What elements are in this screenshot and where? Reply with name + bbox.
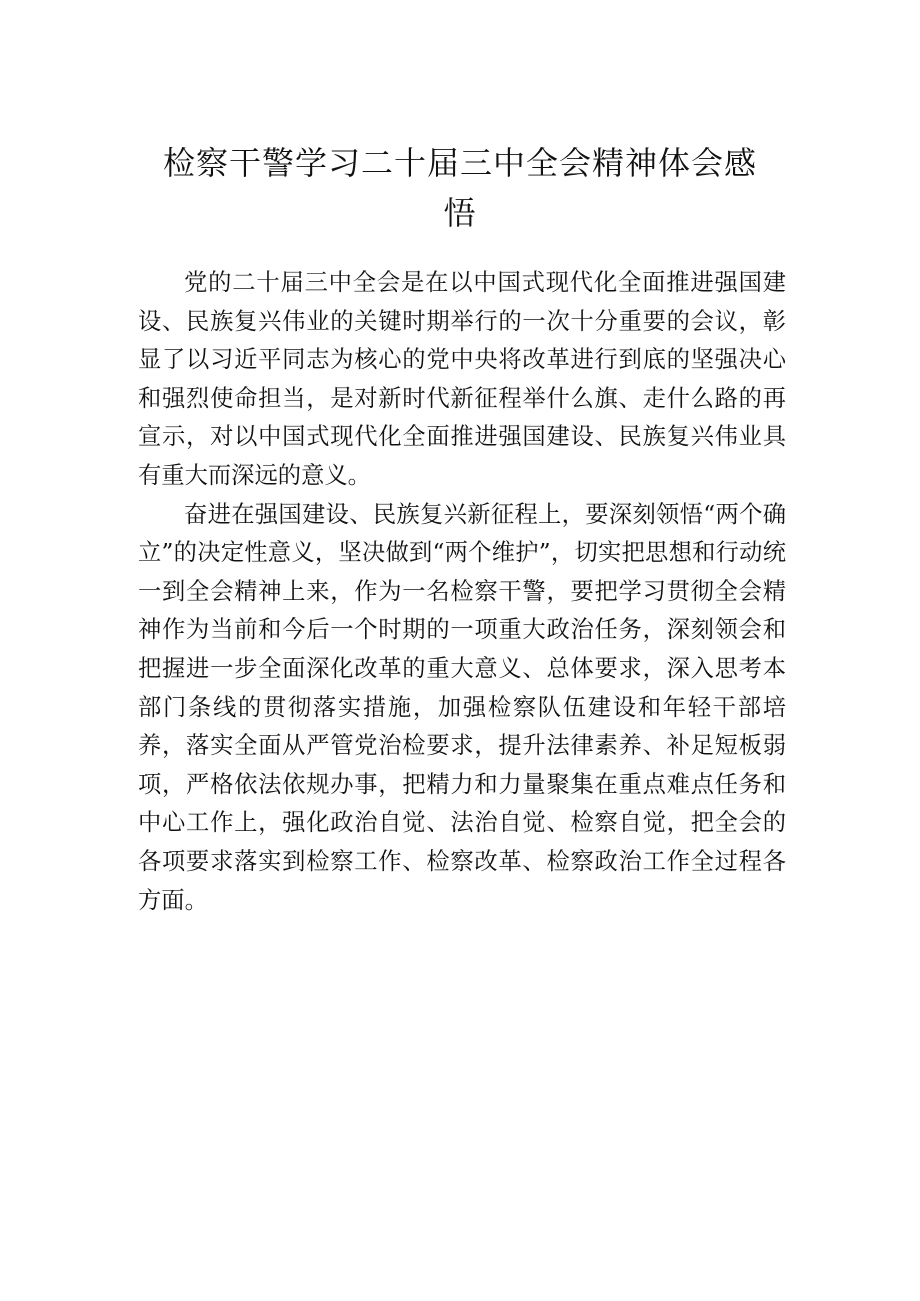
title-line-2: 悟 (443, 194, 477, 232)
document-title (120, 138, 800, 238)
paragraph-1: 党的二十届三中全会是在以中国式现代化全面推进强国建设、民族复兴伟业的关键时期举行的一次十分重要的会议，彰显了以习近平同志为核心的党中央将改革进行到底的坚强决心和强烈使命担当，是对新时代新征程举什么旗、走什么路的再宣示，对以中国式现代化全面推进强国建设、民族复兴伟业具有重大而深远的意义。 (138, 269, 786, 489)
document-body (138, 264, 786, 920)
paragraph-2: 奋进在强国建设、民族复兴新征程上，要深刻领悟“两个确立”的决定性意义，坚决做到“两个维护”，切实把思想和行动统一到全会精神上来，作为一名检察干警，要把学习贯彻全会精神作为当前和今后一个时期的一项重大政治任务，深刻领会和把握进一步全面深化改革的重大意义、总体要求，深入思考本部门条线的贯彻落实措施，加强检察队伍建设和年轻干部培养，落实全面从严管党治检要求，提升法律素养、补足短板弱项，严格依法依规办事，把精力和力量聚集在重点难点任务和中心工作上，强化政治自觉、法治自觉、检察自觉，把全会的各项要求落实到检察工作、检察改革、检察政治工作全过程各方面。 (138, 500, 786, 914)
title-line-1: 检察干警学习二十届三中全会精神体会感 (162, 144, 757, 182)
